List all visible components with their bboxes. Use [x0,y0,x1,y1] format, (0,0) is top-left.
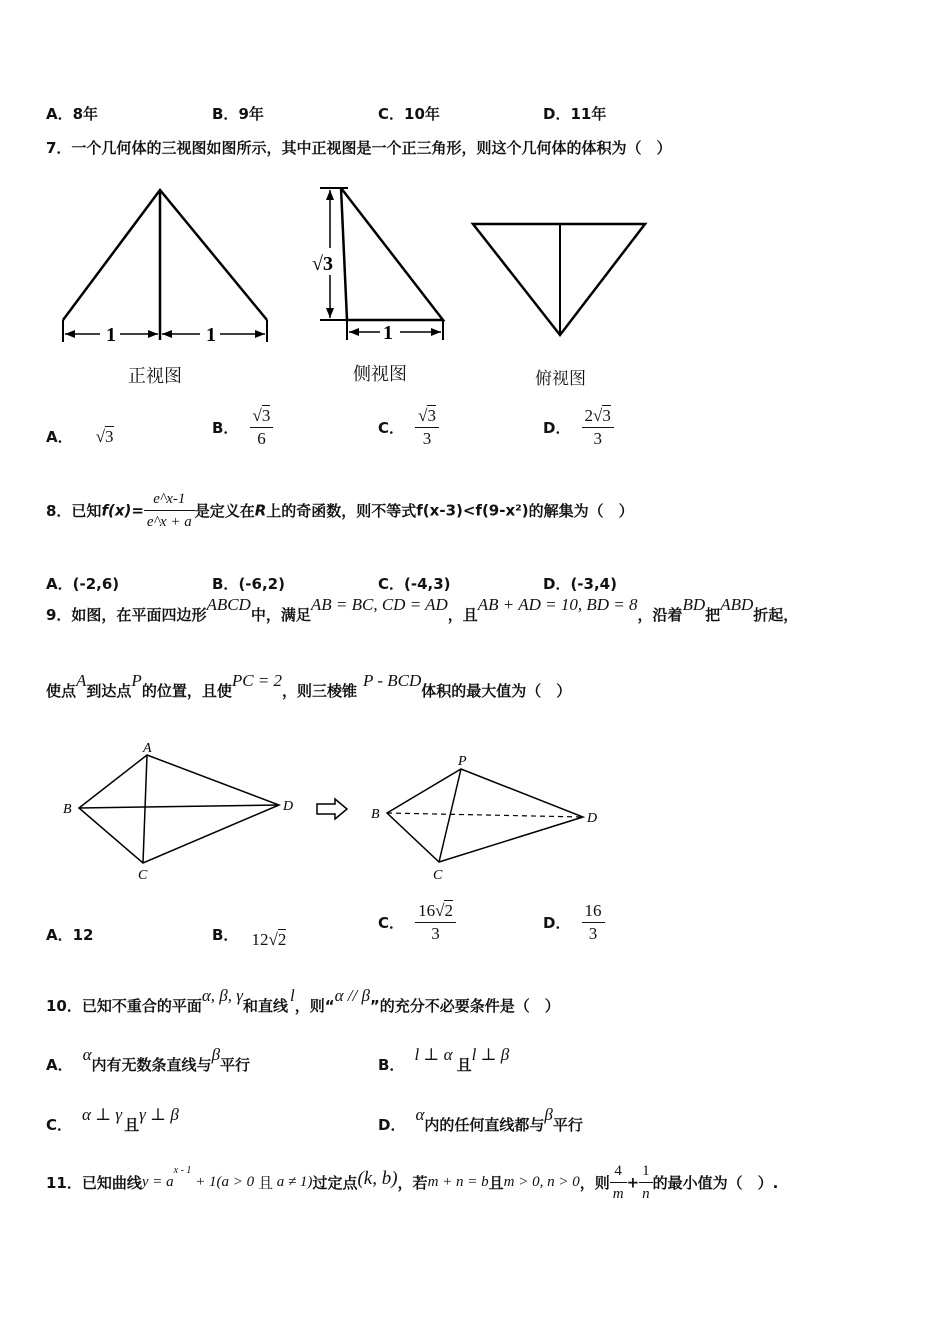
front-view-figure [50,180,290,350]
svg-text:C: C [138,868,148,883]
svg-text:B: B [63,802,72,817]
side-view-figure [310,180,460,350]
q6-option-d[interactable]: D．11年 [543,105,607,123]
q10-option-d[interactable]: D．α内的任何直线都与β平行 [378,1105,583,1134]
q9-figure [55,735,615,885]
svg-text:D: D [587,811,598,826]
q8-option-c[interactable]: C．(-4,3) [378,575,451,593]
svg-text:B: B [371,807,380,822]
q6-option-a[interactable]: A．8年 [46,105,99,123]
q10-option-b[interactable]: B．l ⊥ α且l ⊥ β [378,1045,510,1074]
q10-stem: 10．已知不重合的平面α, β, γ和直线l，则“α // β”的充分不必要条件是（ ） [46,986,560,1015]
q8-stem: 8．已知f(x)= $\frac{e\^{}x-1}{e\^{}x + a}$ 是定义在R上的奇函数，则不等式f(x-3)<f(9-x²)的解集为（ ） [46,488,634,533]
q9-option-c[interactable]: C． $\frac{16√2}{3}$ [378,900,456,945]
q9-stem-line2: 使点A到达点P的位置，且使PC = 2，则三棱锥P - BCD体积的最大值为（ ） [46,671,572,700]
svg-text:D: D [283,799,294,814]
q7-option-c[interactable]: C． $\frac{√3}{3}$ [378,405,439,450]
front-dim-left: 1 [106,324,116,346]
side-dim-height: √3 [312,253,333,275]
q7-option-b[interactable]: B． $\frac{√3}{6}$ [212,405,273,450]
q9-option-a[interactable]: A．12 [46,926,94,944]
front-view-caption: 正视图 [128,366,182,387]
q9-stem-line1: 9．如图，在平面四边形ABCD中，满足AB = BC, CD = AD，且AB + AD = 10, BD = 8，沿着BD把ABD折起， [46,595,799,624]
q6-option-c[interactable]: C．10年 [378,105,440,123]
q7-stem: 7．一个几何体的三视图如图所示，其中正视图是一个正三角形，则这个几何体的体积为（ ） [46,139,672,157]
svg-text:P: P [458,754,467,769]
q8-option-a[interactable]: A．(-2,6) [46,575,120,593]
top-view-caption: 俯视图 [535,369,586,389]
side-dim-base: 1 [383,322,393,344]
q8-option-b[interactable]: B．(-6,2) [212,575,285,593]
q7-option-d[interactable]: D． $\frac{2√3}{3}$ [543,405,614,450]
q11-stem: 11．已知曲线$y = a^{x - 1} + 1(a > 0$ 且 a ≠ 1)过定点(k, b)，若m + n = b且m > 0, n > 0，则 $\frac{4}{m}$ + $\frac{1}{n}$ 的最小值为（ ）. [46,1160,778,1205]
side-view-caption: 侧视图 [353,364,407,385]
top-view-figure [465,215,655,345]
svg-text:A: A [143,741,152,756]
q9-option-d[interactable]: D． $\frac{16}{3}$ [543,900,605,945]
q7-option-a[interactable]: A． √3 [46,427,114,446]
front-dim-right: 1 [206,324,216,346]
q9-option-b[interactable]: B． 12√2 [212,926,287,949]
q10-option-a[interactable]: A．α内有无数条直线与β平行 [46,1045,251,1074]
svg-text:C: C [433,868,443,883]
q10-option-c[interactable]: C．α ⊥ γ且γ ⊥ β [46,1105,179,1134]
q6-option-b[interactable]: B．9年 [212,105,264,123]
q8-option-d[interactable]: D．(-3,4) [543,575,617,593]
